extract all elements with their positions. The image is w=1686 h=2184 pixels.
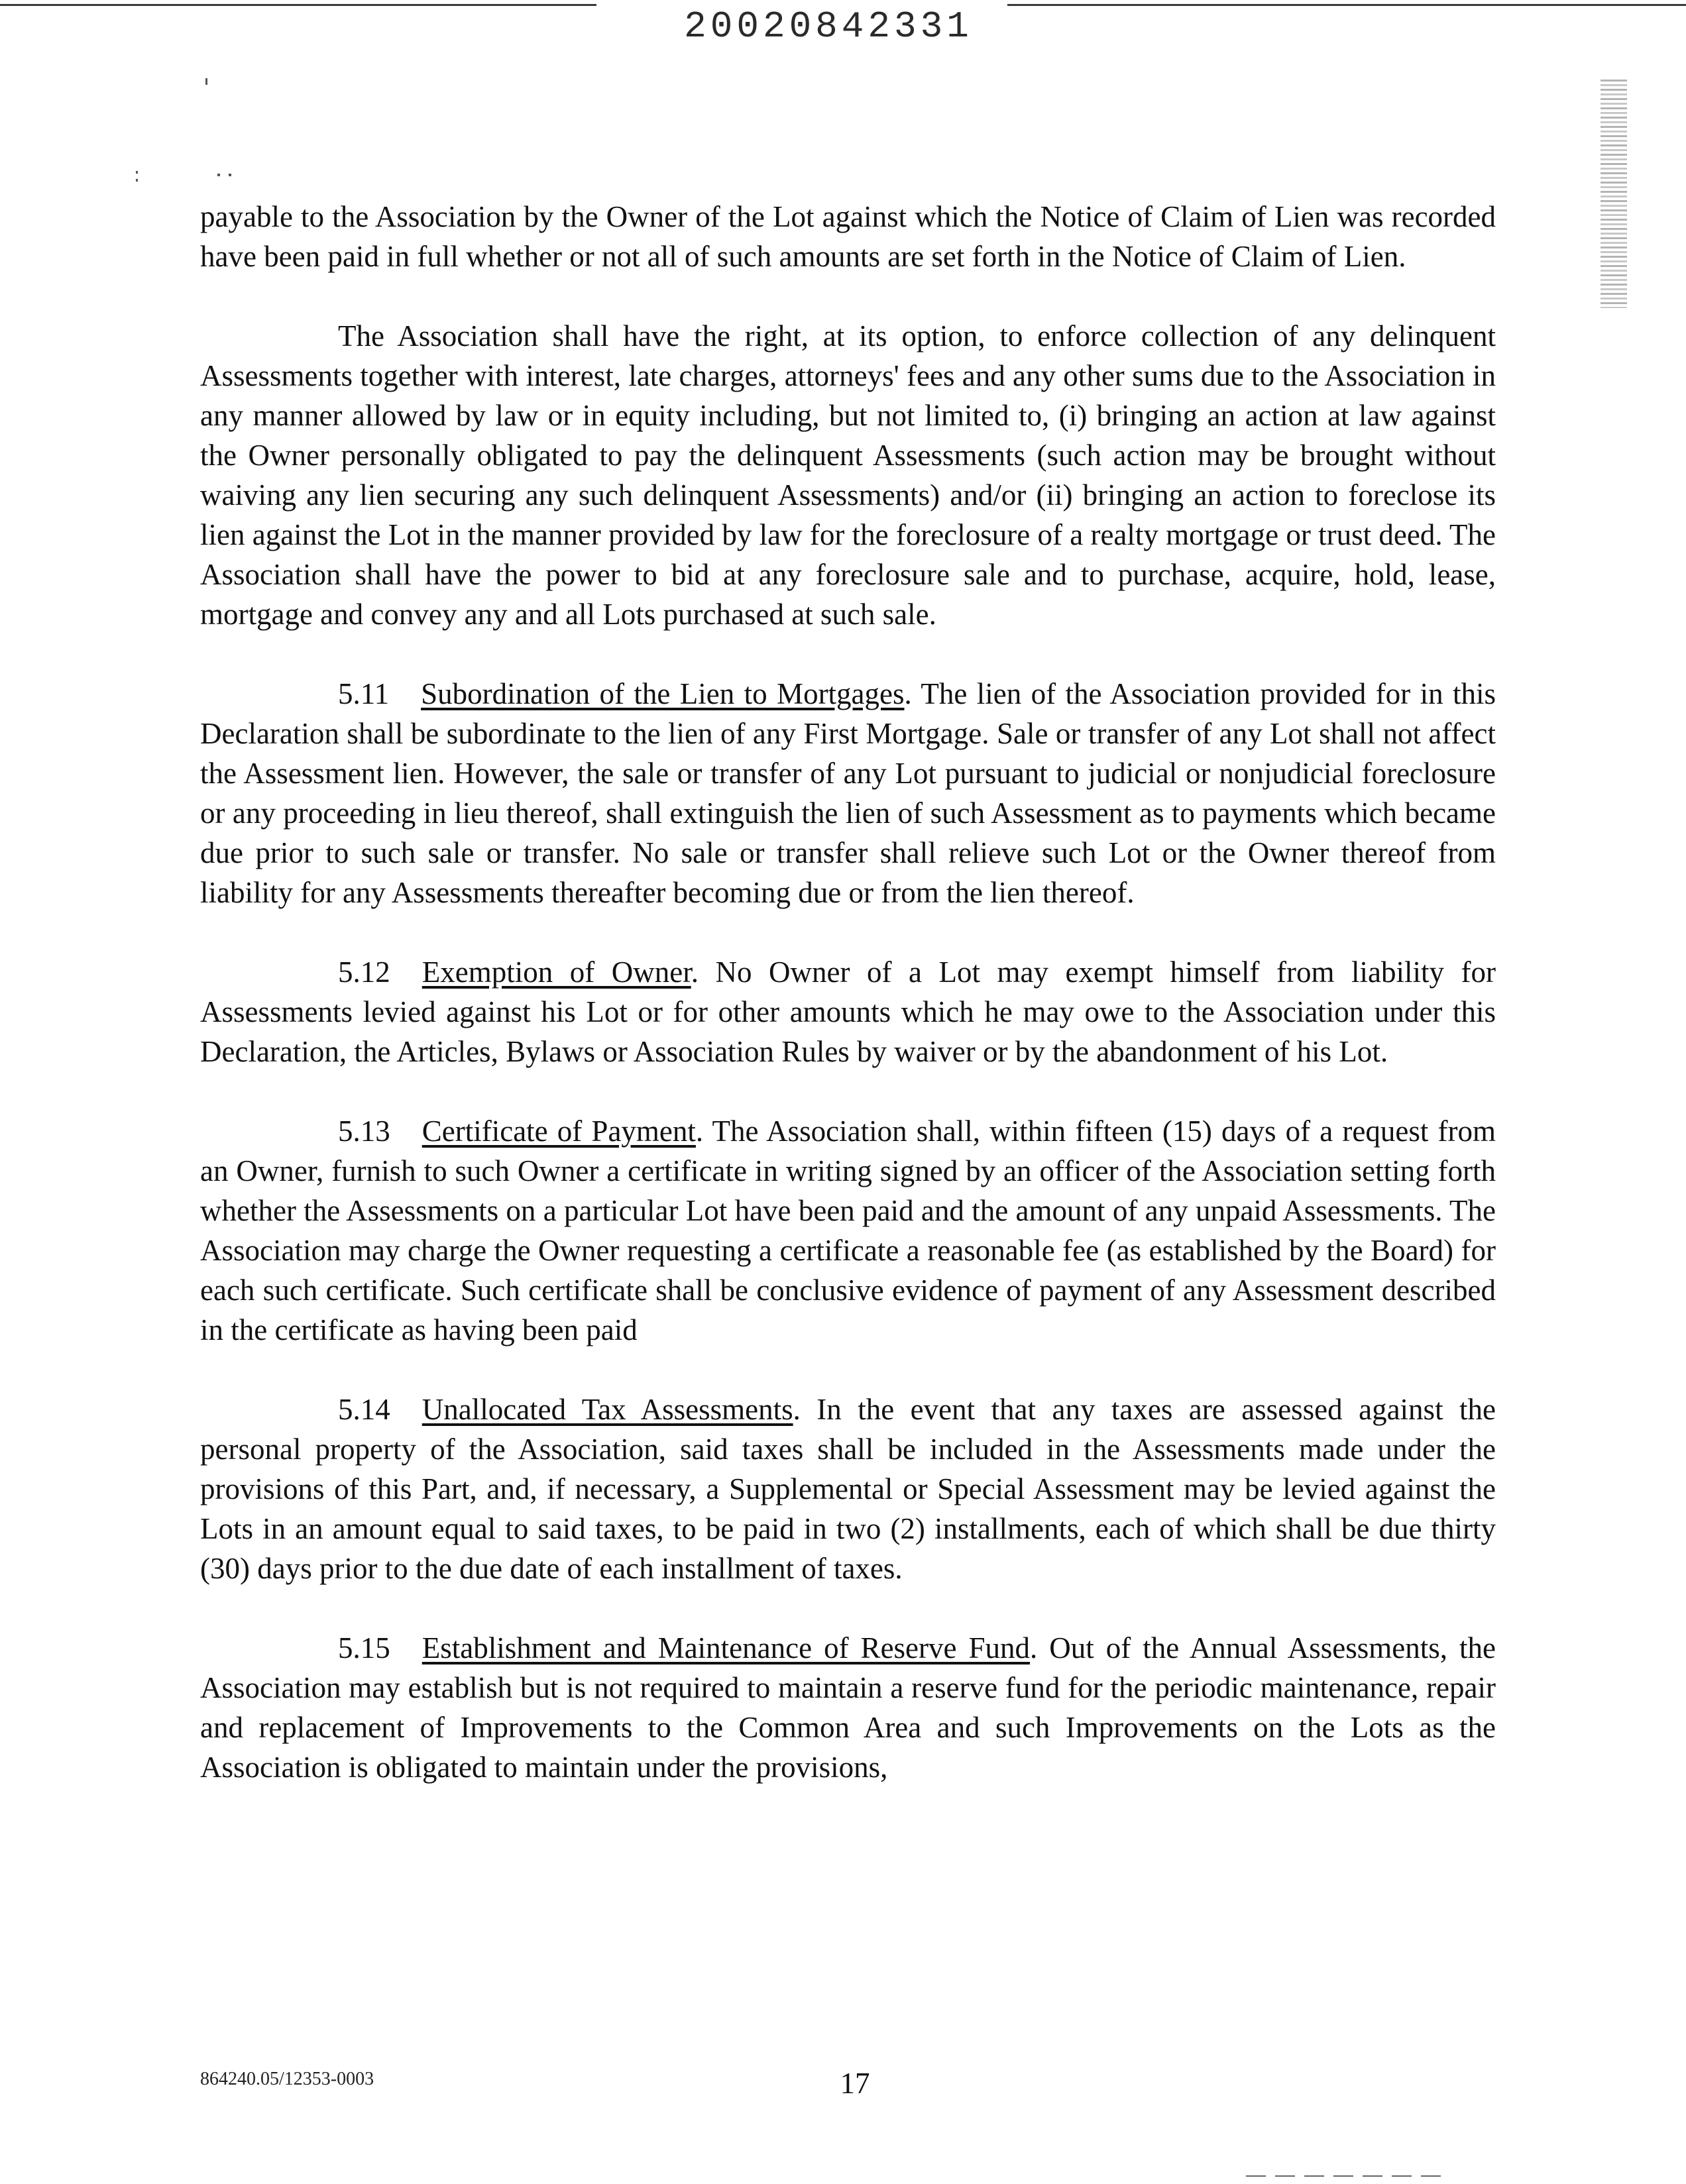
recorder-stamp-graphic (1601, 80, 1627, 308)
section-number: 5.13 (338, 1115, 390, 1148)
scan-speck (136, 171, 138, 174)
section-text: . The Association shall, within fifteen (15) days of a request from an Owner, furnish to such Owner a certificate in writing signed by an officer of the Association setting forth whether the Assessments on a particular Lot have been paid and the amount of any unpaid Assessments. The Association may charge the Owner requesting a certificate a reasonable fee (as established by the Board) for each such certificate. Such certificate shall be conclusive evidence of payment of any Assessment described in the certificate as having been paid (200, 1115, 1496, 1346)
top-rule-left (0, 4, 596, 6)
page-number: 17 (840, 2067, 870, 2100)
section-number: 5.11 (338, 677, 390, 710)
paragraph-text: The Association shall have the right, at its option, to enforce collection of any delinquent Assessments together with interest, late charges, attorneys' fees and any other sums due to the Association in any manner allowed by law or in equity including, but not limited to, (i) bringing an action at law against the Owner personally obligated to pay the delinquent Assessments (such action may be brought without waiving any lien securing any such delinquent Assessments) and/or (ii) bringing an action to foreclose its lien against the Lot in the manner provided by law for the foreclosure of a realty mortgage or trust deed. The Association shall have the power to bid at any foreclosure sale and to purchase, acquire, hold, lease, mortgage and convey any and all Lots purchased at such sale. (200, 319, 1496, 631)
section-number: 5.14 (338, 1393, 390, 1426)
scan-speck (229, 174, 231, 176)
recording-number: 20020842331 (684, 5, 973, 48)
section-heading: Exemption of Owner (422, 956, 691, 989)
section-number: 5.15 (338, 1631, 390, 1665)
document-body (200, 197, 1496, 1827)
paragraph-enforcement (200, 316, 1496, 634)
section-heading: Certificate of Payment (422, 1115, 696, 1148)
section-heading: Unallocated Tax Assessments (422, 1393, 793, 1426)
section-text: . In the event that any taxes are assessed against the personal property of the Association, said taxes shall be included in the Assessments made under the provisions of this Part, and, if necessary, a Supplemental or Special Assessment may be levied against the Lots in an amount equal to said taxes, to be paid in two (2) installments, each of which shall be due thirty (30) days prior to the due date of each installment of taxes. (200, 1393, 1496, 1585)
section-heading: Establishment and Maintenance of Reserve Fund (422, 1631, 1031, 1665)
scan-speck (217, 174, 220, 176)
top-rule-right (1007, 4, 1686, 6)
section-5-13 (200, 1111, 1496, 1350)
scan-speck (205, 78, 207, 85)
section-5-15 (200, 1628, 1496, 1787)
section-5-11 (200, 674, 1496, 912)
section-text: . No Owner of a Lot may exempt himself from liability for Assessments levied against his Lot or for other amounts which he may owe to the Association under this Declaration, the Articles, Bylaws or Association Rules by waiver or by the abandonment of his Lot. (200, 956, 1496, 1068)
continuation-paragraph: payable to the Association by the Owner of the Lot against which the Notice of Claim of Lien was recorded have been paid in full whether or not all of such amounts are set forth in the Notice of Claim of Lien. (200, 200, 1496, 273)
scan-speck (136, 179, 138, 182)
section-5-12 (200, 952, 1496, 1071)
section-number: 5.12 (338, 956, 390, 989)
section-5-14 (200, 1390, 1496, 1588)
bottom-rule (1246, 2175, 1445, 2177)
section-text: . Out of the Annual Assessments, the Association may establish but is not required to maintain a reserve fund for the periodic maintenance, repair and replacement of Improvements to the Common Area and such Improvements on the Lots as the Association is obligated to maintain under the provisions, (200, 1631, 1496, 1784)
section-text: . The lien of the Association provided for in this Declaration shall be subordinate to the lien of any First Mortgage. Sale or transfer of any Lot shall not affect the Assessment lien. However, the sale or transfer of any Lot pursuant to judicial or nonjudicial foreclosure or any proceeding in lieu thereof, shall extinguish the lien of such Assessment as to payments which became due prior to such sale or transfer. No sale or transfer shall relieve such Lot or the Owner thereof from liability for any Assessments thereafter becoming due or from the lien thereof. (200, 677, 1496, 909)
footer-document-id: 864240.05/12353-0003 (200, 2069, 374, 2089)
section-heading: Subordination of the Lien to Mortgages (421, 677, 905, 710)
